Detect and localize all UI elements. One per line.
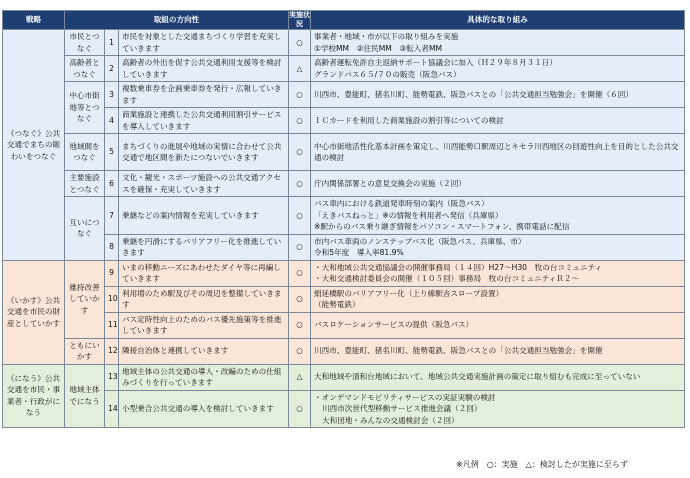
header-status: 実施状況: [289, 11, 311, 28]
strategy-ikasu: 《いかす》公共交通を市民の財産としていかす: [3, 260, 65, 364]
row-number: 10: [105, 286, 119, 312]
action-line: 「えきバスねっと」※の情報を利用者へ発信（兵庫県）: [314, 210, 503, 220]
status-mark: ○: [289, 260, 311, 286]
table-row: [3, 82, 685, 108]
status-mark: ○: [289, 30, 311, 56]
row-actions: [311, 234, 685, 260]
row-actions: [311, 30, 685, 56]
row-number: 1: [105, 30, 119, 56]
action-line: ・大和交通検討委員会の開催（１０５回）事務局 牧の台コミュニティＲ２～: [314, 274, 580, 283]
strategy-tsunagu: 《つなぐ》公共交通でまちの賑わいをつなぐ: [3, 30, 65, 261]
table-row: [3, 108, 685, 134]
row-actions: [311, 312, 685, 338]
row-number: 11: [105, 312, 119, 338]
status-mark: ○: [289, 338, 311, 364]
direction-together: ともにいかす: [65, 338, 105, 364]
table-row: [3, 312, 685, 338]
row-description: 高齢者の外出を促す公共交通利用支援等を検討していきます: [119, 56, 289, 82]
row-actions: [311, 82, 685, 108]
row-number: 12: [105, 338, 119, 364]
row-description: 乗継を円滑にするバリアフリー化を推進していきます: [119, 234, 289, 260]
action-line: バスロケーションサービスの提供（阪急バス）: [314, 320, 474, 330]
action-line: 令和5年度 導入率81.9%: [314, 248, 404, 257]
action-line: 絹延橋駅のバリアフリー化（上り線駅舎スロープ設置）: [314, 288, 504, 298]
action-line: バス車内における鉄道発車時刻の案内（阪急バス）: [314, 199, 489, 208]
status-mark: △: [289, 364, 311, 390]
row-description: 隣接自治体と連携していきます: [119, 338, 289, 364]
direction-inter-area: 地域間をつなぐ: [65, 134, 105, 171]
row-number: 2: [105, 56, 119, 82]
row-description: いまの移動ニーズにあわせたダイヤ等に再編していきます: [119, 260, 289, 286]
row-description: 文化・観光・スポーツ施設への公共交通アクセスを確保・充実していきます: [119, 171, 289, 197]
action-line: 庁内関係部署との意見交換会の実施（２回）: [314, 178, 466, 188]
action-line: 川西市次世代型移動サービス推進会議（２回）: [322, 404, 482, 413]
row-description: 小型乗合公共交通の導入を検討していきます: [119, 390, 289, 428]
row-number: 4: [105, 108, 119, 134]
status-mark: ○: [289, 108, 311, 134]
row-actions: [311, 260, 685, 286]
row-number: 7: [105, 197, 119, 235]
row-number: 3: [105, 82, 119, 108]
row-actions: [311, 390, 685, 428]
direction-mutual: 互いにつなぐ: [65, 197, 105, 261]
legend-footnote: ※凡例 ○：実施 △：検討したが実施に至らず: [456, 460, 628, 469]
row-actions: [311, 56, 685, 82]
status-mark: ○: [289, 171, 311, 197]
direction-elderly: 高齢者とつなぐ: [65, 56, 105, 82]
action-plan-table: [2, 10, 685, 428]
status-mark: ○: [289, 134, 311, 171]
direction-facilities: 主要施設とつなぐ: [65, 171, 105, 197]
action-line: 大和団地・みんなの交通検討会（２回）: [322, 415, 459, 425]
direction-citizens: 市民とつなぐ: [65, 30, 105, 56]
row-description: 利用増のため駅及びその周辺を整備していきます: [119, 286, 289, 312]
table-row: [3, 56, 685, 82]
row-actions: [311, 364, 685, 390]
row-number: 9: [105, 260, 119, 286]
action-line: ※駅からのバス乗り継ぎ情報をパソコン・スマートフォン、携帯電話に配信: [314, 222, 570, 231]
row-actions: [311, 108, 685, 134]
row-number: 5: [105, 134, 119, 171]
row-actions: [311, 171, 685, 197]
table-row: [3, 286, 685, 312]
row-description: 市民を対象とした交通まちづくり学習を充実していきます: [119, 30, 289, 56]
direction-downtown: 中心市街地等とつなぐ: [65, 82, 105, 134]
table-row: [3, 30, 685, 56]
row-number: 6: [105, 171, 119, 197]
table-row: [3, 197, 685, 235]
action-line: 事業者・地域・市が以下の取り組みを実施: [314, 32, 459, 41]
action-line: （能勢電鉄）: [314, 300, 360, 309]
table-row: [3, 134, 685, 171]
status-mark: ○: [289, 312, 311, 338]
header-direction: 取組の方向性: [65, 11, 289, 30]
row-actions: [311, 134, 685, 171]
status-mark: ○: [289, 234, 311, 260]
action-line: 中心市街地活性化基本計画を策定し、川西能勢口駅周辺とキセラ川西地区の回遊性向上を目的とした公共交通の検討: [314, 141, 679, 162]
action-line: 大和地域や清和台地域において、地域公共交通実施計画の策定に取り組むも完成に至っていない: [314, 372, 641, 382]
row-description: バス定時性向上のためのバス優先施策等を推進していきます: [119, 312, 289, 338]
row-description: まちづくりの進展や地域の実情に合わせて公共交通で地区間を新たにつないでいきます: [119, 134, 289, 171]
action-line: 川西市、豊能町、猪名川町、能勢電鉄、阪急バスとの「公共交通担当勉強会」を開催: [314, 346, 603, 356]
direction-maintain: 維持改善していかす: [65, 260, 105, 338]
table-row: [3, 260, 685, 286]
row-number: 8: [105, 234, 119, 260]
status-mark: ○: [289, 390, 311, 428]
row-description: 地域主体の公共交通の導入・改編のための仕組みづくりを行っていきます: [119, 364, 289, 390]
row-actions: [311, 286, 685, 312]
row-number: 13: [105, 364, 119, 390]
direction-community: 地域主体でになう: [65, 364, 105, 428]
action-line: ・大和地域公共交通協議会の開催事務局（１４回）H27～H30 牧の台コミュニティ: [314, 262, 603, 272]
table-row: [3, 338, 685, 364]
action-line: 市内バス車両のノンステップバス化（阪急バス、兵庫県、市）: [314, 236, 526, 246]
header-strategy: 戦略: [3, 11, 65, 30]
header-actions: 具体的な取り組み: [311, 11, 685, 30]
row-description: 乗継などの案内情報を充実していきます: [119, 197, 289, 235]
table-row: [3, 390, 685, 428]
status-mark: ○: [289, 82, 311, 108]
action-line: 高齢者運転免許自主返納サポート協議会に加入（Ｈ２９年８月３１日）: [314, 58, 558, 67]
row-description: 複数乗車券を企画乗車券を発行・広報していきます: [119, 82, 289, 108]
status-mark: △: [289, 56, 311, 82]
status-mark: ○: [289, 197, 311, 235]
table-row: [3, 364, 685, 390]
table-row: [3, 234, 685, 260]
header-row: [3, 11, 685, 30]
row-number: 14: [105, 390, 119, 428]
table-row: [3, 171, 685, 197]
action-line: ＩＣカードを利用した商業施設の割引等についての検討: [314, 115, 504, 125]
action-line: ・オンデマンドモビリティサービスの実証実験の検討: [314, 392, 496, 402]
strategy-ninau: 《になう》公共交通を市民・事業者・行政がになう: [3, 364, 65, 428]
row-actions: [311, 197, 685, 235]
action-line: グランドパス６５/７０の販売（阪急バス）: [314, 69, 461, 79]
action-line: 川西市、豊能町、猪名川町、能勢電鉄、阪急バスとの「公共交通担当勉強会」を開催（６回）: [314, 89, 633, 99]
row-actions: [311, 338, 685, 364]
action-line: ①学校MM ②住民MM ③転入者MM: [314, 43, 443, 53]
status-mark: ○: [289, 286, 311, 312]
row-description: 商業施設と連携した公共交通利用割引サービスを導入していきます: [119, 108, 289, 134]
